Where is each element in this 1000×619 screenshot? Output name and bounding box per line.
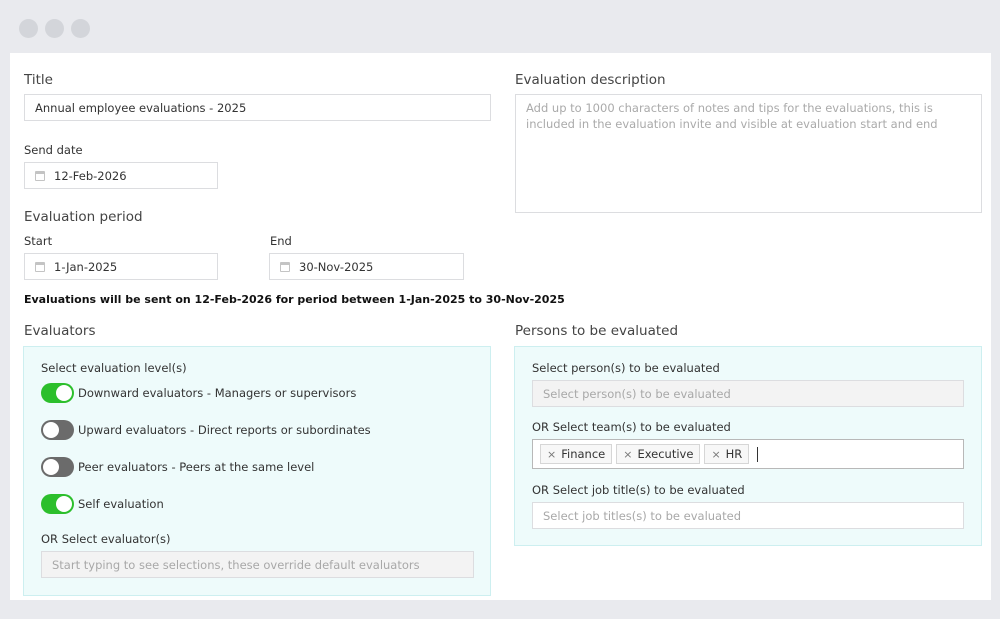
toggle-knob [43, 459, 59, 475]
title-label: Title [24, 72, 53, 88]
evaluation-form-panel [10, 53, 991, 600]
toggle-knob [56, 385, 72, 401]
select-teams-label: OR Select team(s) to be evaluated [532, 420, 731, 434]
toggle-knob [43, 422, 59, 438]
title-input-value: Annual employee evaluations - 2025 [35, 100, 247, 115]
toggle-knob [56, 496, 72, 512]
send-date-label: Send date [24, 143, 83, 157]
evaluation-period-label: Evaluation period [24, 209, 143, 225]
toggle-downward-evaluators[interactable] [41, 383, 74, 403]
remove-tag-icon[interactable]: × [711, 447, 721, 461]
description-textarea[interactable] [515, 94, 982, 213]
end-label: End [270, 234, 292, 248]
evaluators-search-placeholder: Start typing to see selections, these override default evaluators [52, 557, 420, 572]
start-date-input[interactable] [24, 253, 218, 280]
team-tag-finance [540, 444, 612, 464]
toggle-self-evaluation[interactable] [41, 494, 74, 514]
persons-heading: Persons to be evaluated [515, 323, 679, 339]
calendar-icon [280, 262, 290, 272]
evaluators-heading: Evaluators [24, 323, 96, 339]
downward-evaluators-label: Downward evaluators - Managers or supervisors [78, 386, 357, 400]
team-tag-label: Executive [637, 447, 694, 461]
calendar-icon [35, 171, 45, 181]
description-placeholder: Add up to 1000 characters of notes and tips for the evaluations, this is included in the evaluation invite and visible at evaluation start and end [526, 101, 938, 131]
self-evaluation-label: Self evaluation [78, 497, 164, 511]
upward-evaluators-label: Upward evaluators - Direct reports or subordinates [78, 423, 371, 437]
window-dot-maximize[interactable] [71, 19, 90, 38]
job-titles-select-input[interactable] [532, 502, 964, 529]
persons-select-input[interactable] [532, 380, 964, 407]
calendar-icon [35, 262, 45, 272]
persons-box [514, 346, 982, 546]
team-tag-label: HR [725, 447, 743, 461]
window-dot-minimize[interactable] [45, 19, 64, 38]
send-date-value: 12-Feb-2026 [54, 168, 127, 183]
description-label: Evaluation description [515, 72, 666, 88]
send-date-input[interactable] [24, 162, 218, 189]
evaluation-levels-label: Select evaluation level(s) [41, 361, 187, 375]
remove-tag-icon[interactable]: × [547, 447, 557, 461]
toggle-upward-evaluators[interactable] [41, 420, 74, 440]
toggle-peer-evaluators[interactable] [41, 457, 74, 477]
select-persons-label: Select person(s) to be evaluated [532, 361, 720, 375]
schedule-summary: Evaluations will be sent on 12-Feb-2026 for period between 1-Jan-2025 to 30-Nov-2025 [24, 293, 565, 306]
select-evaluators-label: OR Select evaluator(s) [41, 532, 171, 546]
persons-select-placeholder: Select person(s) to be evaluated [543, 386, 731, 401]
evaluators-search-input[interactable] [41, 551, 474, 578]
teams-select-input[interactable] [532, 439, 964, 469]
remove-tag-icon[interactable]: × [623, 447, 633, 461]
team-tag-label: Finance [561, 447, 606, 461]
text-cursor [757, 447, 758, 462]
window-dot-close[interactable] [19, 19, 38, 38]
team-tag-hr [704, 444, 749, 464]
evaluators-box [23, 346, 491, 596]
end-date-value: 30-Nov-2025 [299, 259, 374, 274]
job-titles-select-placeholder: Select job titles(s) to be evaluated [543, 508, 741, 523]
title-input[interactable] [24, 94, 491, 121]
start-label: Start [24, 234, 53, 248]
end-date-input[interactable] [269, 253, 464, 280]
start-date-value: 1-Jan-2025 [54, 259, 118, 274]
team-tag-executive [616, 444, 700, 464]
select-job-titles-label: OR Select job title(s) to be evaluated [532, 483, 745, 497]
peer-evaluators-label: Peer evaluators - Peers at the same level [78, 460, 315, 474]
